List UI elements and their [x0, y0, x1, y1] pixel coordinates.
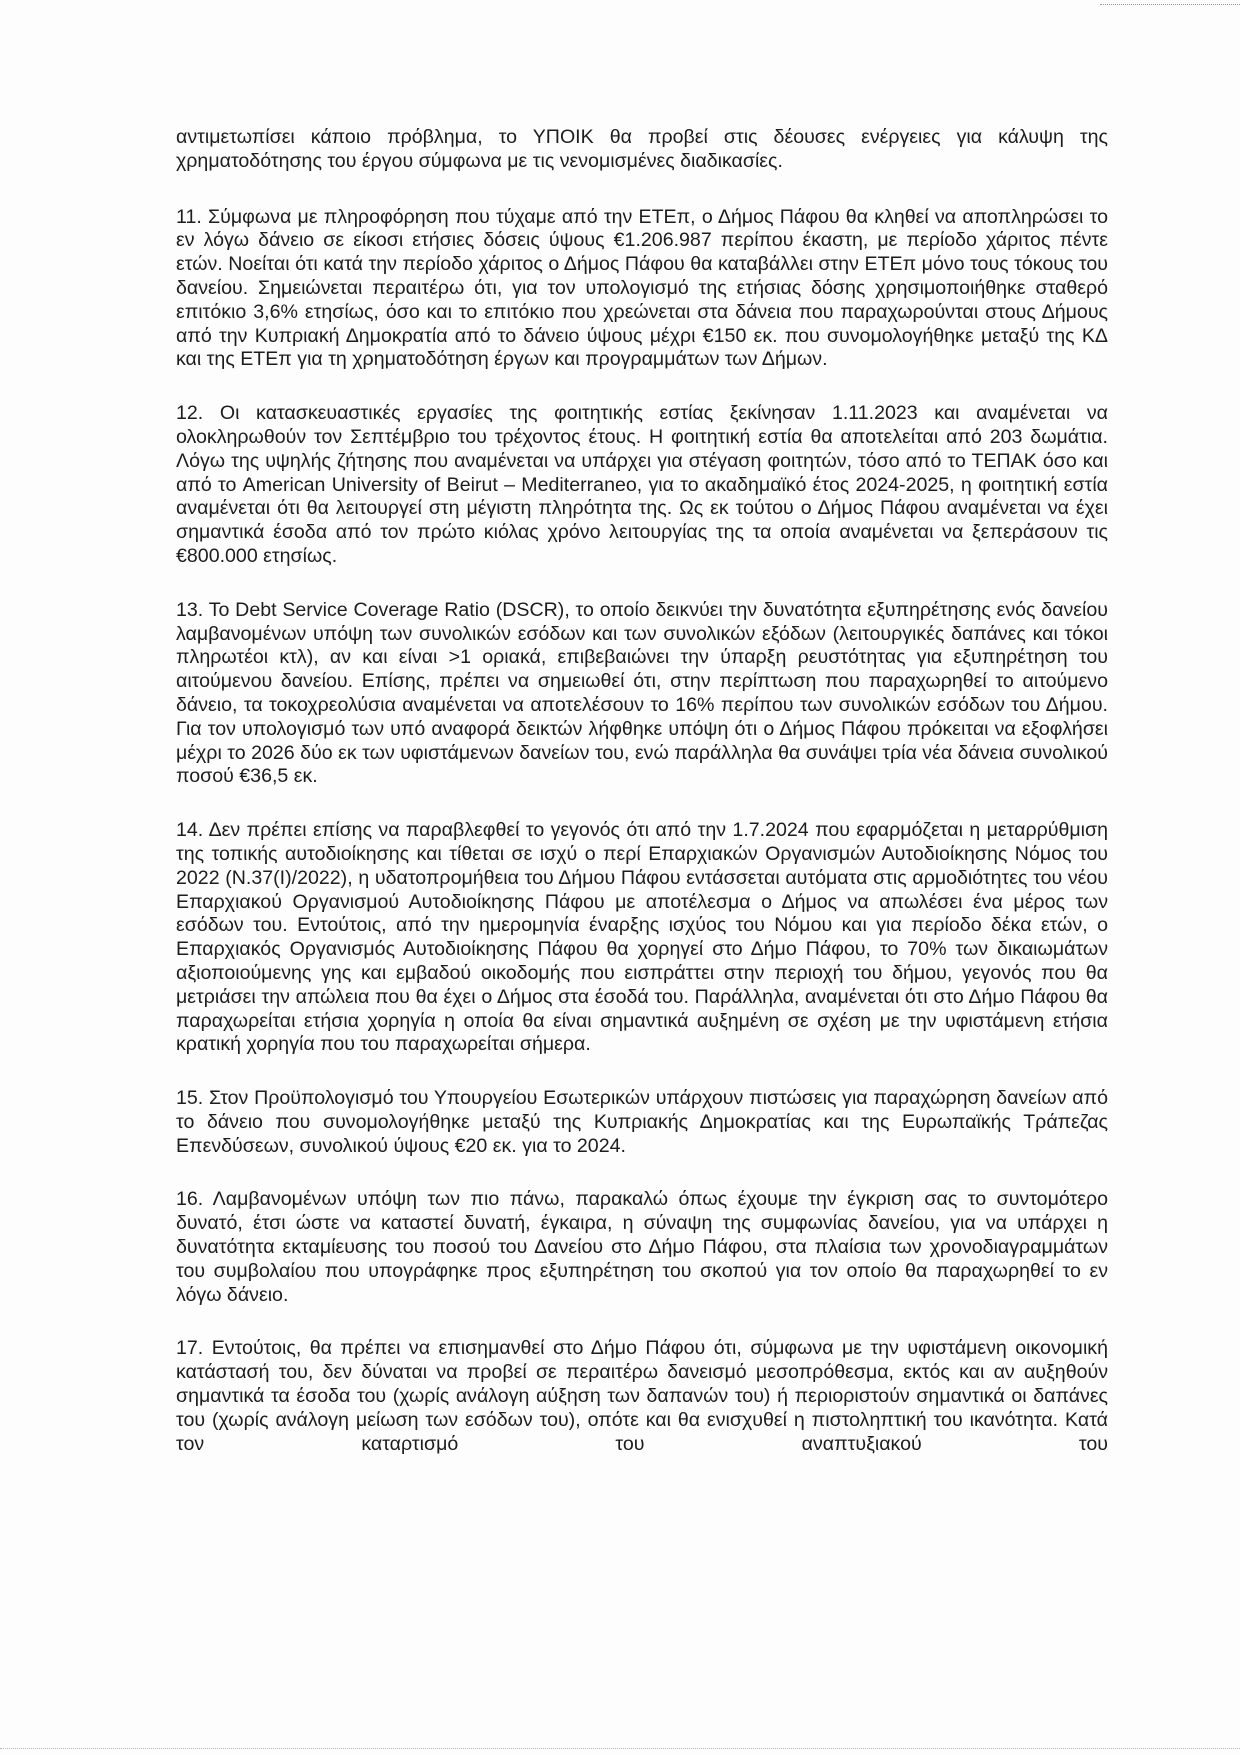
- paragraph-11: [176, 206, 1108, 373]
- paragraph-14: [176, 819, 1108, 1057]
- paragraph-text: Λαμβανομένων υπόψη των πιο πάνω, παρακαλώ όπως έχουμε την έγκριση σας το συντομότερο δυνατό, έτσι ώστε να καταστεί δυνατή, έγκαιρα, η σύναψη της συμφωνίας δανείου, για να υπάρχει η δυνατότητα εκταμίευσης του ποσού του Δανείου στο Δήμο Πάφου, στα πλαίσια των χρονοδιαγραμμάτων του συμβολαίου που υπογράφηκε προς εξυπηρέτηση του σκοπού για τον οποίο θα παραχωρηθεί το εν λόγω δάνειο.: [176, 1188, 1108, 1306]
- paragraph-number: 15.: [176, 1087, 204, 1110]
- paragraph-continuation: [176, 126, 1108, 174]
- paragraph-16: [176, 1188, 1108, 1307]
- paragraph-17: [176, 1337, 1108, 1456]
- scan-edge-bottom: [0, 1748, 1240, 1749]
- paragraph-text: Οι κατασκευαστικές εργασίες της φοιτητικής εστίας ξεκίνησαν 1.11.2023 και αναμένεται να ολοκληρωθούν τον Σεπτέμβριο του τρέχοντος έτους. Η φοιτητική εστία θα αποτελείται από 203 δωμάτια. Λόγω της υψηλής ζήτησης που αναμένεται να υπάρχει για στέγαση φοιτητών, τόσο από το ΤΕΠΑΚ όσο και από το American University of Beirut – Mediterraneo, για το ακαδημαϊκό έτος 2024-2025, η φοιτητική εστία αναμένεται ότι θα λειτουργεί στη μέγιστη πληρότητα της. Ως εκ τούτου ο Δήμος Πάφου αναμένεται να έχει σημαντικά έσοδα από τον πρώτο κιόλας χρόνο λειτουργίας της τα οποία αναμένεται να ξεπεράσουν τις €800.000 ετησίως.: [176, 402, 1108, 567]
- paragraph-text: Εντούτοις, θα πρέπει να επισημανθεί στο Δήμο Πάφου ότι, σύμφωνα με την υφιστάμενη οικονομική κατάστασή του, δεν δύναται να προβεί σε περαιτέρω δανεισμό μεσοπρόθεσμα, εκτός και αν αυξηθούν σημαντικά τα έσοδα του (χωρίς ανάλογη αύξηση των δαπανών του) ή περιοριστούν σημαντικά οι δαπάνες του (χωρίς ανάλογη μείωση των εσόδων του), οπότε και θα ενισχυθεί η πιστοληπτική του ικανότητα. Κατά τον καταρτισμό του αναπτυξιακού του: [176, 1337, 1108, 1455]
- paragraph-text: To Debt Service Coverage Ratio (DSCR), το οποίο δεικνύει την δυνατότητα εξυπηρέτησης ενός δανείου λαμβανομένων υπόψη των συνολικών εσόδων και των συνολικών εξόδων (λειτουργικές δαπάνες και τόκοι πληρωτέοι κτλ), αν και είναι >1 οριακά, επιβεβαιώνει την ύπαρξη ρευστότητας για εξυπηρέτηση του αιτούμενου δανείου. Επίσης, πρέπει να σημειωθεί ότι, στην περίπτωση που παραχωρηθεί το αιτούμενο δάνειο, τα τοκοχρεολύσια αναμένεται να αποτελέσουν το 16% περίπου των συνολικών εσόδων του Δήμου. Για τον υπολογισμό των υπό αναφορά δεικτών λήφθηκε υπόψη ότι ο Δήμος Πάφου πρόκειται να εξοφλήσει μέχρι το 2026 δύο εκ των υφιστάμενων δανείων του, ενώ παράλληλα θα συνάψει τρία νέα δάνεια συνολικού ποσού €36,5 εκ.: [176, 598, 1108, 788]
- scan-edge-top: [1100, 4, 1240, 5]
- paragraph-text: αντιμετωπίσει κάποιο πρόβλημα, το ΥΠΟΙΚ θα προβεί στις δέουσες ενέργειες για κάλυψη της χρηματοδότησης του έργου σύμφωνα με τις νενομισμένες διαδικασίες.: [176, 126, 1108, 172]
- paragraph-number: 11.: [176, 205, 202, 228]
- paragraph-text: Δεν πρέπει επίσης να παραβλεφθεί το γεγονός ότι από την 1.7.2024 που εφαρμόζεται η μεταρρύθμιση της τοπικής αυτοδιοίκησης και τίθεται σε ισχύ ο περί Επαρχιακών Οργανισμών Αυτοδιοίκησης Νόμος του 2022 (Ν.37(Ι)/2022), η υδατοπρομήθεια του Δήμου Πάφου εντάσσεται αυτόματα στις αρμοδιότητες του νέου Επαρχιακού Οργανισμού Αυτοδιοίκησης Πάφου με αποτέλεσμα ο Δήμος να απωλέσει ένα μέρος των εσόδων του. Εντούτοις, από την ημερομηνία έναρξης ισχύος του Νόμου και για περίοδο δέκα ετών, ο Επαρχιακός Οργανισμός Αυτοδιοίκησης Πάφου θα χορηγεί στο Δήμο Πάφου, το 70% των δικαιωμάτων αξιοποιούμενης γης και εμβαδού οικοδομής που εισπράττει στην περιοχή του δήμου, γεγονός που θα μετριάσει την απώλεια που θα έχει ο Δήμος στα έσοδά του. Παράλληλα, αναμένεται ότι στο Δήμο Πάφου θα παραχωρείται ετήσια χορηγία η οποία θα είναι σημαντικά αυξημένη σε σχέση με την υφιστάμενη ετήσια κρατική χορηγία που του παραχωρείται σήμερα.: [176, 819, 1108, 1056]
- paragraph-number: 13.: [176, 598, 204, 621]
- paragraph-12: [176, 402, 1108, 569]
- paragraph-number: 16.: [176, 1188, 204, 1211]
- paragraph-15: [176, 1087, 1108, 1158]
- paragraph-number: 17.: [176, 1337, 204, 1360]
- paragraph-text: Στον Προϋπολογισμό του Υπουργείου Εσωτερικών υπάρχουν πιστώσεις για παραχώρηση δανείων από το δάνειο που συνομολογήθηκε μεταξύ της Κυπριακής Δημοκρατίας και της Ευρωπαϊκής Τράπεζας Επενδύσεων, συνολικού ύψους €20 εκ. για το 2024.: [176, 1087, 1108, 1157]
- document-body: [176, 126, 1108, 1456]
- paragraph-text: Σύμφωνα με πληροφόρηση που τύχαμε από την ΕΤΕπ, ο Δήμος Πάφου θα κληθεί να αποπληρώσει το εν λόγω δάνειο σε είκοσι ετήσιες δόσεις ύψους €1.206.987 περίπου έκαστη, με περίοδο χάριτος πέντε ετών. Νοείται ότι κατά την περίοδο χάριτος ο Δήμος Πάφου θα καταβάλλει στην ΕΤΕπ μόνο τους τόκους του δανείου. Σημειώνεται περαιτέρω ότι, για τον υπολογισμό της ετήσιας δόσης χρησιμοποιήθηκε σταθερό επιτόκιο 3,6% ετησίως, όσο και το επιτόκιο που χρεώνεται στα δάνεια που παραχωρούνται στους Δήμους από την Κυπριακή Δημοκρατία από το δάνειο ύψους μέχρι €150 εκ. που συνομολογήθηκε μεταξύ της ΚΔ και της ΕΤΕπ για τη χρηματοδότηση έργων και προγραμμάτων των Δήμων.: [176, 205, 1108, 371]
- paragraph-13: [176, 599, 1108, 789]
- paragraph-number: 14.: [176, 819, 204, 842]
- paragraph-number: 12.: [176, 402, 204, 425]
